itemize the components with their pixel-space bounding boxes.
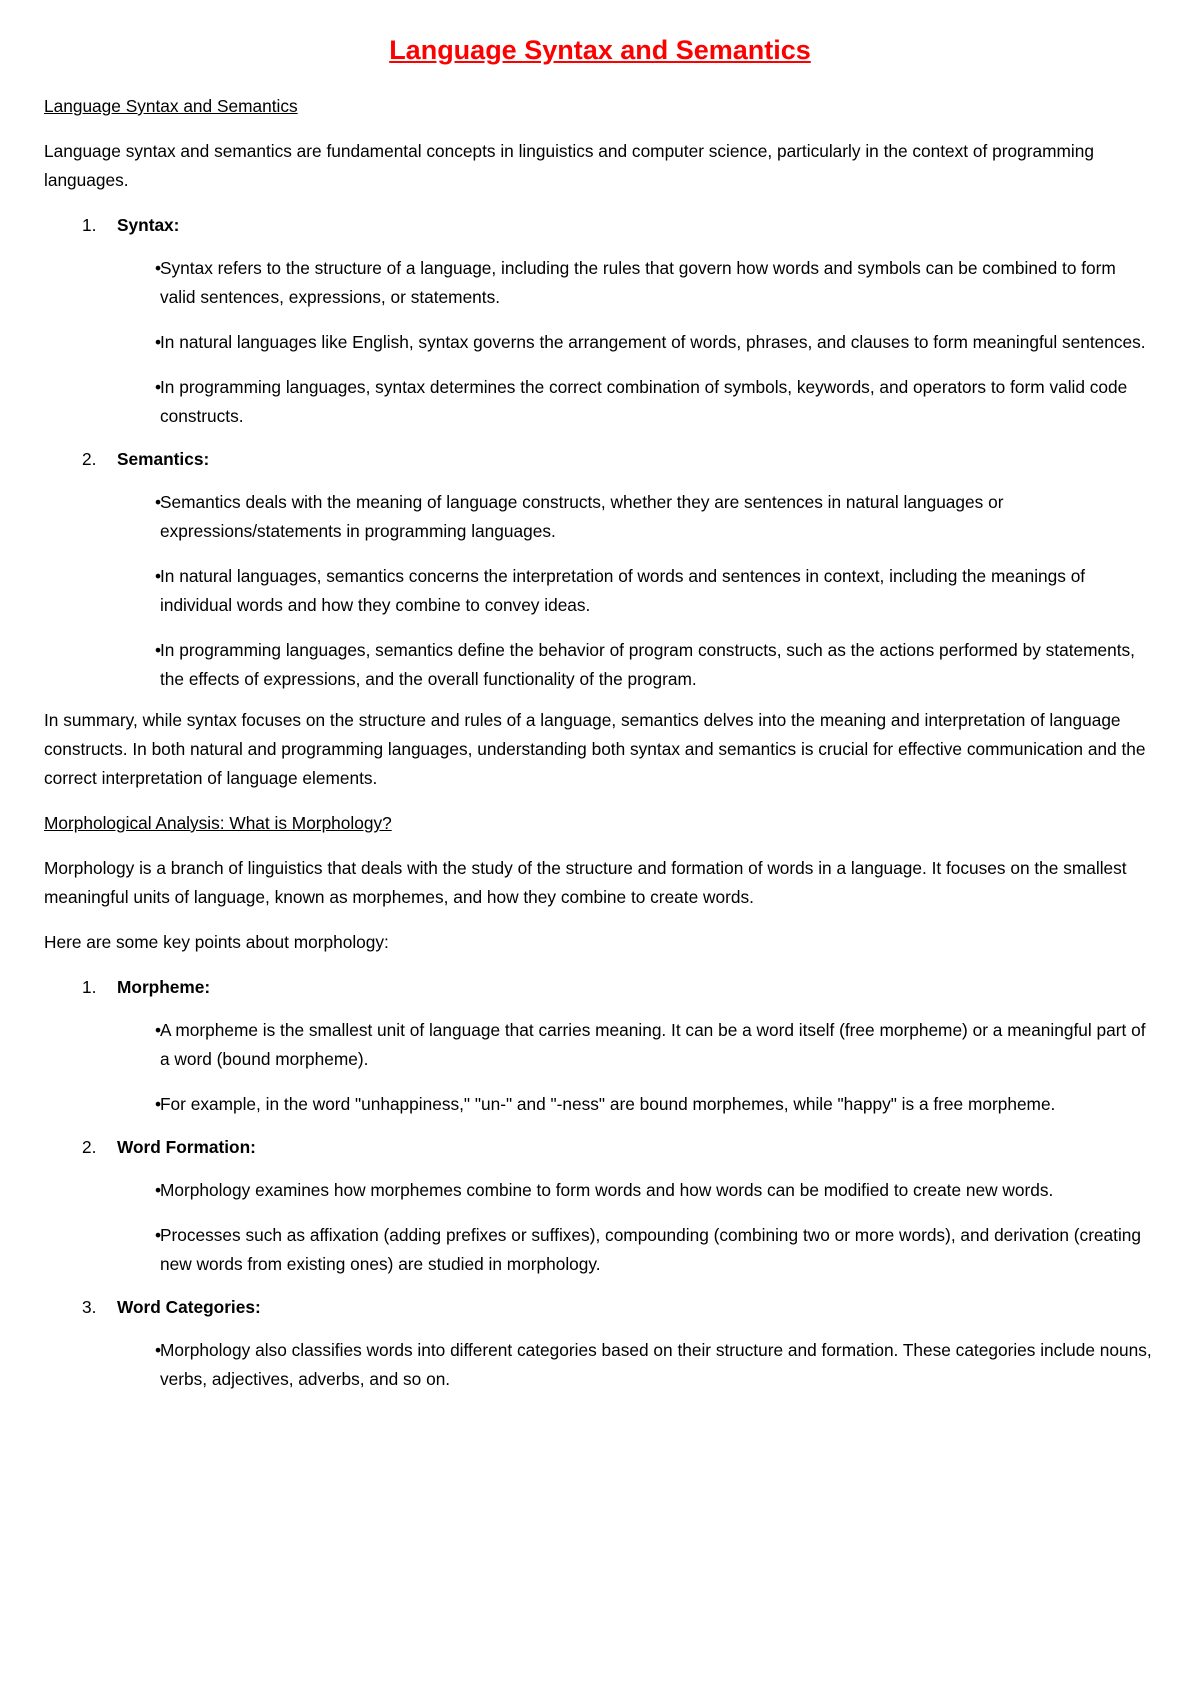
list-item-syntax: [44, 211, 1156, 431]
section-heading-morphology: Morphological Analysis: What is Morphology?: [44, 813, 392, 833]
bullet-icon: •: [155, 377, 162, 397]
bullet-item: [44, 636, 1156, 694]
bullet-icon: •: [155, 1180, 162, 1200]
syntax-semantics-list: [44, 211, 1156, 694]
bullet-icon: •: [155, 258, 162, 278]
list-item-title: Word Formation:: [117, 1137, 256, 1157]
list-item-morpheme: [44, 973, 1156, 1119]
bullet-text: For example, in the word "unhappiness," "un-" and "-ness" are bound morphemes, while "happy" is a free morpheme.: [160, 1094, 1056, 1114]
bullet-item: [44, 562, 1156, 620]
list-item-title: Word Categories:: [117, 1297, 261, 1317]
bullet-text: Syntax refers to the structure of a language, including the rules that govern how words and symbols can be combined to form valid sentences, expressions, or statements.: [160, 258, 1116, 307]
bullet-icon: •: [155, 492, 162, 512]
bullet-icon: •: [155, 1225, 162, 1245]
intro-paragraph: Language syntax and semantics are fundamental concepts in linguistics and computer science, particularly in the context of programming languages.: [44, 141, 1094, 190]
bullet-text: In natural languages, semantics concerns the interpretation of words and sentences in context, including the meanings of individual words and how they combine to convey ideas.: [160, 566, 1086, 615]
section-heading-syntax-semantics: Language Syntax and Semantics: [44, 96, 298, 116]
bullet-item: [44, 1090, 1156, 1119]
bullet-icon: •: [155, 566, 162, 586]
list-number: 3.: [82, 1297, 97, 1317]
bullet-list: [117, 488, 1156, 694]
bullet-icon: •: [155, 640, 162, 660]
bullet-item: [44, 488, 1156, 546]
list-number: 2.: [82, 449, 97, 469]
bullet-item: [44, 1221, 1156, 1279]
list-item-title: Syntax:: [117, 215, 180, 235]
bullet-icon: •: [155, 1020, 162, 1040]
list-item-title: Morpheme:: [117, 977, 211, 997]
bullet-list: [117, 1336, 1156, 1394]
bullet-icon: •: [155, 332, 162, 352]
bullet-item: [44, 373, 1156, 431]
list-item-semantics: [44, 445, 1156, 694]
bullet-text: In programming languages, semantics define the behavior of program constructs, such as the actions performed by statements, the effects of expressions, and the overall functionality of the program.: [160, 640, 1135, 689]
list-number: 1.: [82, 215, 97, 235]
bullet-item: [44, 254, 1156, 312]
bullet-icon: •: [155, 1094, 162, 1114]
list-item-word-formation: [44, 1133, 1156, 1279]
document-title: Language Syntax and Semantics: [389, 35, 811, 65]
list-item-title: Semantics:: [117, 449, 210, 469]
morphology-lead-paragraph: Here are some key points about morphology:: [44, 932, 389, 952]
list-number: 2.: [82, 1137, 97, 1157]
summary-paragraph: In summary, while syntax focuses on the structure and rules of a language, semantics delves into the meaning and interpretation of language constructs. In both natural and programming languages, understanding both syntax and semantics is crucial for effective communication and the correct interpretation of language elements.: [44, 710, 1146, 788]
bullet-list: [117, 254, 1156, 431]
bullet-item: [44, 1336, 1156, 1394]
bullet-text: Morphology also classifies words into different categories based on their structure and formation. These categories include nouns, verbs, adjectives, adverbs, and so on.: [160, 1340, 1152, 1389]
list-item-word-categories: [44, 1293, 1156, 1394]
bullet-item: [44, 328, 1156, 357]
bullet-text: Processes such as affixation (adding prefixes or suffixes), compounding (combining two or more words), and derivation (creating new words from existing ones) are studied in morphology.: [160, 1225, 1142, 1274]
morphology-intro-paragraph: Morphology is a branch of linguistics that deals with the study of the structure and formation of words in a language. It focuses on the smallest meaningful units of language, known as morphemes, and how they combine to create words.: [44, 858, 1127, 907]
bullet-text: Semantics deals with the meaning of language constructs, whether they are sentences in natural languages or expressions/statements in programming languages.: [160, 492, 1004, 541]
list-number: 1.: [82, 977, 97, 997]
bullet-text: A morpheme is the smallest unit of language that carries meaning. It can be a word itself (free morpheme) or a meaningful part of a word (bound morpheme).: [160, 1020, 1146, 1069]
bullet-item: [44, 1176, 1156, 1205]
bullet-text: In programming languages, syntax determines the correct combination of symbols, keywords, and operators to form valid code constructs.: [160, 377, 1128, 426]
morphology-list: [44, 973, 1156, 1394]
bullet-item: [44, 1016, 1156, 1074]
bullet-text: In natural languages like English, syntax governs the arrangement of words, phrases, and clauses to form meaningful sentences.: [160, 332, 1146, 352]
bullet-icon: •: [155, 1340, 162, 1360]
bullet-text: Morphology examines how morphemes combine to form words and how words can be modified to create new words.: [160, 1180, 1054, 1200]
bullet-list: [117, 1016, 1156, 1119]
bullet-list: [117, 1176, 1156, 1279]
